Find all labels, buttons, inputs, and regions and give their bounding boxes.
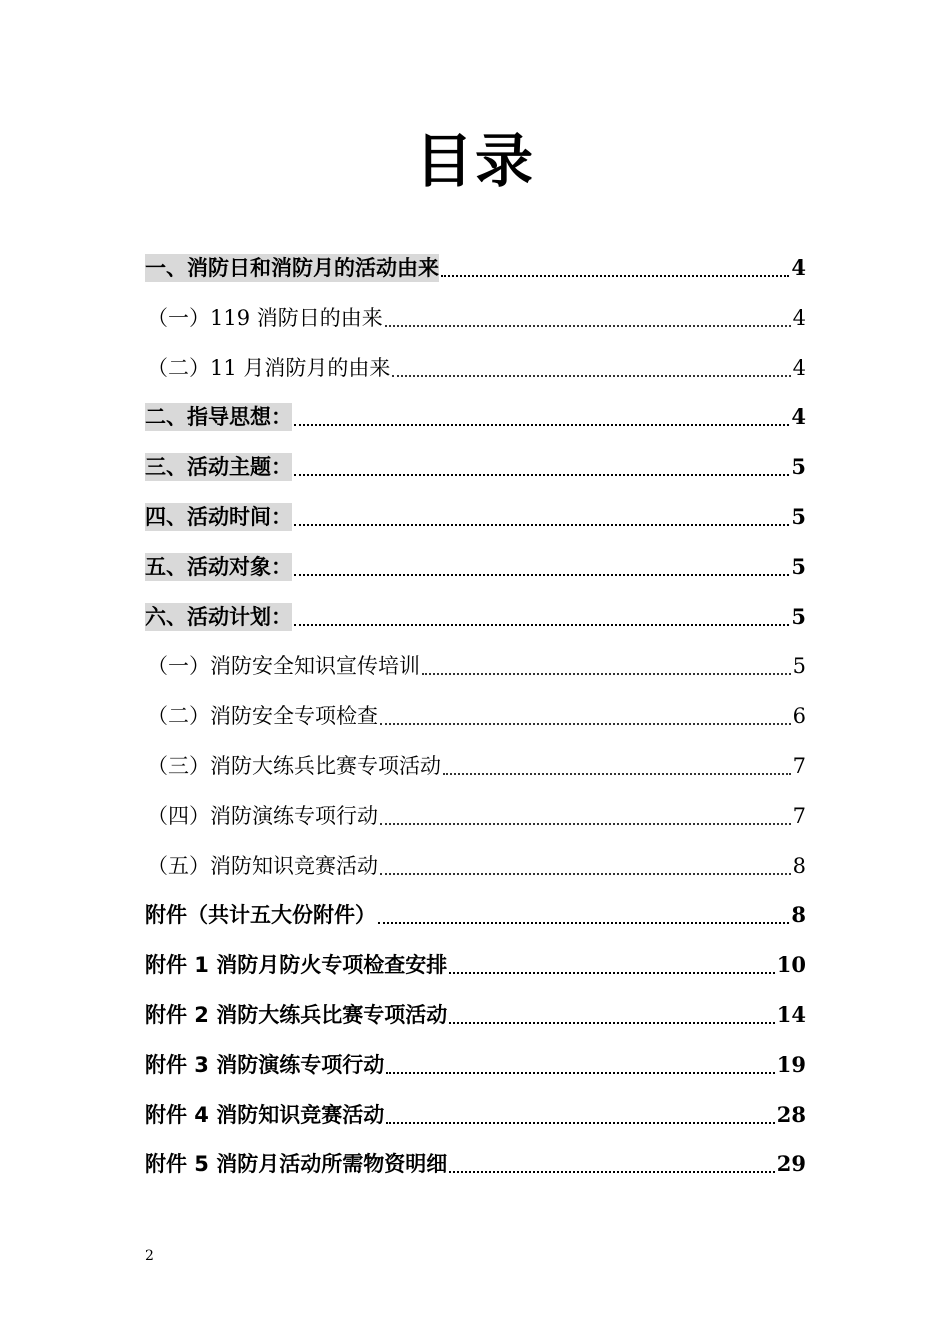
toc-leader-dots — [380, 722, 791, 725]
toc-leader-dots — [449, 1021, 775, 1024]
toc-entry-label: 六、活动计划： — [145, 604, 292, 629]
toc-entry[interactable] — [145, 1047, 806, 1079]
toc-entry-page: 4 — [791, 404, 806, 430]
toc-entry-page: 7 — [792, 803, 806, 828]
toc-entry[interactable] — [145, 350, 806, 382]
toc-entry-label: （一）消防安全知识宣传培训 — [147, 654, 420, 679]
toc-leader-dots — [422, 672, 791, 675]
toc-entry[interactable] — [145, 499, 806, 531]
toc-entry-page: 4 — [792, 355, 806, 380]
toc-entry[interactable] — [145, 300, 806, 332]
toc-entry[interactable] — [145, 250, 806, 282]
toc-entry-label: 附件 5 消防月活动所需物资明细 — [145, 1152, 448, 1177]
toc-entry[interactable] — [145, 997, 806, 1029]
toc-leader-dots — [294, 473, 789, 476]
toc-entry-label: 五、活动对象： — [145, 554, 292, 579]
toc-entry-label: （二）消防安全专项检查 — [147, 704, 378, 729]
toc-entry-label: （三）消防大练兵比赛专项活动 — [147, 754, 441, 778]
toc-entry[interactable] — [145, 1097, 806, 1129]
toc-leader-dots — [294, 573, 789, 576]
toc-leader-dots — [386, 1121, 775, 1124]
toc-entry-label: 三、活动主题： — [145, 455, 292, 480]
toc-entry[interactable] — [145, 848, 806, 880]
page-title: 目录 — [414, 127, 535, 195]
toc-entry-page: 5 — [791, 553, 806, 579]
toc-entry-page: 28 — [776, 1101, 806, 1127]
toc-entry-label: 附件 3 消防演练专项行动 — [145, 1052, 385, 1077]
toc-entry-label: （四）消防演练专项行动 — [147, 803, 378, 828]
toc-entry[interactable] — [145, 798, 806, 830]
toc-entry-label: 附件 4 消防知识竞赛活动 — [145, 1102, 385, 1127]
toc-entry[interactable] — [145, 897, 806, 929]
toc-entry[interactable] — [145, 947, 806, 979]
toc-entry-label: （五）消防知识竞赛活动 — [147, 853, 378, 878]
toc-entry-page: 6 — [792, 704, 806, 729]
toc-leader-dots — [386, 1071, 775, 1074]
toc-entry-page: 7 — [792, 754, 806, 778]
toc-leader-dots — [294, 523, 789, 526]
toc-entry-label: 二、指导思想： — [145, 405, 292, 430]
toc-leader-dots — [294, 423, 789, 426]
toc-leader-dots — [380, 872, 791, 875]
toc-leader-dots — [294, 623, 789, 626]
toc-entry-label: 附件（共计五大份附件） — [145, 903, 376, 928]
toc-entry[interactable] — [145, 748, 806, 780]
toc-entry[interactable] — [145, 399, 806, 431]
toc-entry-label: （一）119 消防日的由来 — [147, 305, 383, 330]
toc-leader-dots — [378, 921, 789, 924]
toc-entry[interactable] — [145, 648, 806, 680]
toc-entry[interactable] — [145, 1146, 806, 1178]
toc-entry-page: 29 — [776, 1151, 806, 1177]
toc-entry[interactable] — [145, 698, 806, 730]
toc-entry-label: 一、消防日和消防月的活动由来 — [145, 256, 439, 280]
toc-entry-label: 附件 2 消防大练兵比赛专项活动 — [145, 1003, 448, 1027]
toc-entry-label: （二）11 月消防月的由来 — [147, 355, 391, 380]
toc-entry-page: 8 — [791, 902, 806, 928]
toc-leader-dots — [380, 822, 791, 825]
toc-entry-page: 8 — [792, 853, 806, 878]
toc-entry[interactable] — [145, 599, 806, 631]
toc-leader-dots — [385, 324, 791, 327]
toc-entry-label: 附件 1 消防月防火专项检查安排 — [145, 953, 448, 978]
toc-entry-page: 5 — [792, 654, 806, 679]
toc-entry-page: 5 — [791, 603, 806, 629]
toc-leader-dots — [392, 374, 790, 377]
toc-entry-page: 10 — [776, 952, 806, 978]
toc-entry-page: 19 — [776, 1051, 806, 1077]
page-number: 2 — [145, 1248, 154, 1264]
toc-leader-dots — [449, 1170, 775, 1173]
toc-entry-page: 5 — [791, 504, 806, 529]
toc-entry-page: 5 — [791, 454, 806, 480]
toc-leader-dots — [441, 274, 789, 277]
toc-leader-dots — [443, 772, 791, 775]
toc-entry-page: 4 — [791, 255, 806, 280]
toc-entry[interactable] — [145, 449, 806, 481]
toc-entry-page: 14 — [776, 1002, 806, 1027]
toc-entry[interactable] — [145, 549, 806, 581]
toc-entry-page: 4 — [792, 305, 806, 330]
toc-entry-label: 四、活动时间： — [145, 505, 292, 529]
toc-leader-dots — [449, 971, 775, 974]
